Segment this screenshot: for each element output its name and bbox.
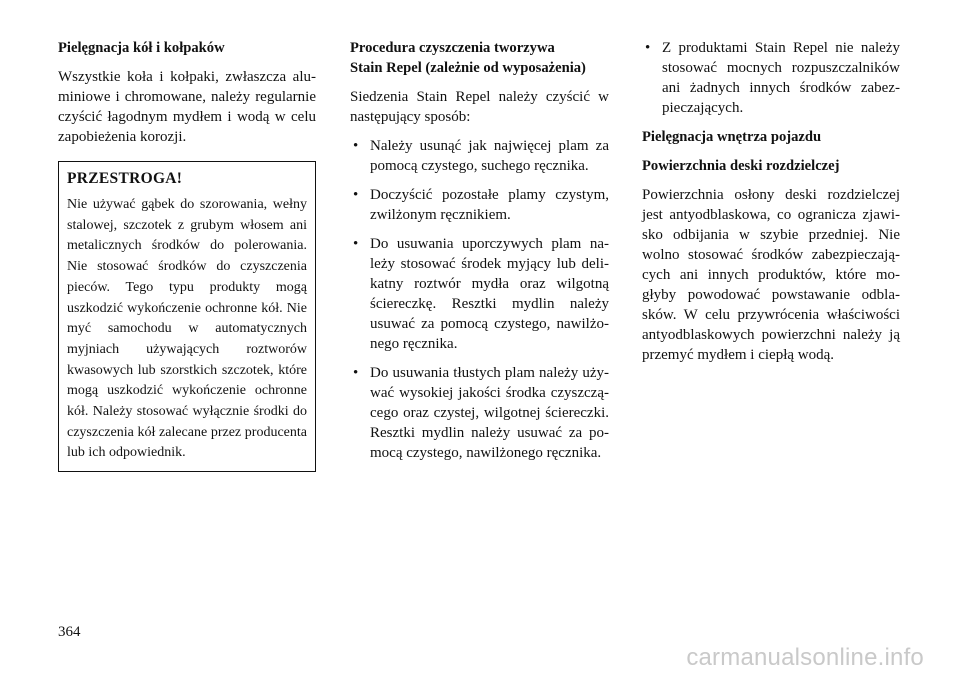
bullet-icon: • xyxy=(645,40,651,56)
middle-column xyxy=(350,38,609,472)
left-column xyxy=(58,38,316,472)
dashboard-surface-paragraph: Powierzchnia osłony deski rozdzielczej jest antyodblaskowa, co ogranicza zjawisko odbijania w szybie przedniej. Nie wolno stosować środków zabezpieczających ani innych produktów, które mogłyby powodować powstawanie odblasków. W celu przywrócenia właściwości antyodblaskowych powierzchni należy ją przemyć mydłem i ciepłą wodą. xyxy=(642,187,900,363)
bullet-icon: • xyxy=(353,138,359,154)
list-item-text: Z produktami Stain Repel nie należy stosować mocnych rozpuszczalników ani żadnych innych środków zabezpieczających. xyxy=(662,40,900,116)
bullet-icon: • xyxy=(353,236,359,252)
stain-repel-note-list xyxy=(642,38,900,118)
list-item-text: Doczyścić pozostałe plamy czystym, zwilżonym ręcznikiem. xyxy=(370,187,609,223)
stain-repel-heading xyxy=(350,38,609,78)
stain-repel-intro: Siedzenia Stain Repel należy czyścić w następujący sposób: xyxy=(350,89,609,125)
watermark: carmanualsonline.info xyxy=(686,644,924,671)
list-item xyxy=(350,363,609,463)
list-item-text: Do usuwania tłustych plam należy używać wysokiej jakości środka czyszczącego oraz czystej, wilgotnej ściereczki. Resztki mydlin należy usuwać za pomocą czystego, nawilżonego ręcznika. xyxy=(370,365,609,461)
right-column xyxy=(642,38,900,374)
list-item xyxy=(350,185,609,225)
warning-text: Nie używać gąbek do szorowania, wełny stalowej, szczotek z grubym włosem ani metalicznych środków do polerowania. Nie stosować środków do czyszczenia pieców. Tego typu produkty mogą uszkodzić wykończenie ochronne kół. Nie myć samochodu w automatycznych myjniach używających roztworów kwasowych lub szorstkich szczotek, które mogą uszkodzić wykończenie ochronne kół. Należy stosować wyłącznie środki do czyszczenia kół zalecane przez producenta lub ich odpowiednik. xyxy=(67,197,307,461)
dashboard-surface-heading: Powierzchnia deski rozdzielczej xyxy=(642,158,840,174)
bullet-icon: • xyxy=(353,187,359,203)
wheel-care-heading: Pielęgnacja kół i kołpaków xyxy=(58,40,225,56)
bullet-icon: • xyxy=(353,365,359,381)
list-item-text: Należy usunąć jak najwięcej plam za pomocą czystego, suchego ręcznika. xyxy=(370,138,609,174)
wheel-care-paragraph: Wszystkie koła i kołpaki, zwłaszcza aluminiowe i chromowane, należy regularnie czyścić łagodnym mydłem i wodą w celu zapobieżenia korozji. xyxy=(58,69,316,145)
list-item xyxy=(350,234,609,354)
list-item xyxy=(350,136,609,176)
stain-repel-heading-line2: Stain Repel (zależnie od wyposażenia) xyxy=(350,60,586,76)
page-number: 364 xyxy=(58,624,81,640)
stain-repel-heading-line1: Procedura czyszczenia tworzywa xyxy=(350,40,555,56)
list-item xyxy=(642,38,900,118)
interior-care-heading: Pielęgnacja wnętrza pojazdu xyxy=(642,129,822,145)
warning-title: PRZESTROGA! xyxy=(67,170,183,187)
warning-box xyxy=(58,161,316,472)
list-item-text: Do usuwania uporczywych plam należy stosować środek myjący lub delikatny roztwór mydła oraz wilgotną ściereczkę. Resztki mydlin należy usuwać za pomocą czystego, nawilżonego ręcznika. xyxy=(370,236,609,352)
stain-repel-steps-list xyxy=(350,136,609,463)
